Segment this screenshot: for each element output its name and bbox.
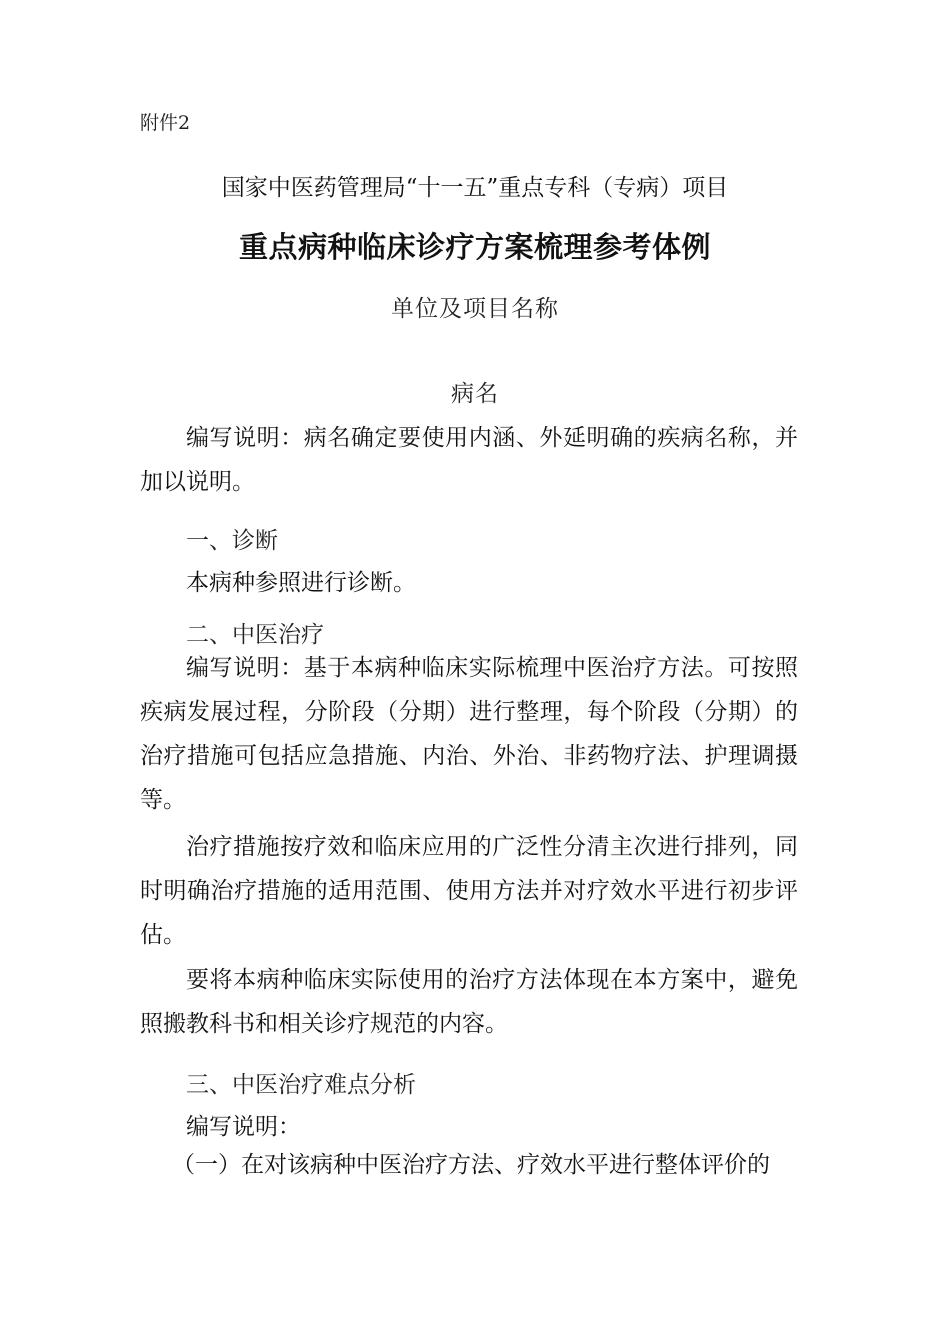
section-1-heading: 一、诊断 xyxy=(186,528,278,554)
disease-note-paragraph: 编写说明：病名确定要使用内涵、外延明确的疾病名称，并加以说明。 xyxy=(140,425,798,495)
disease-name: 病名 xyxy=(451,381,499,407)
section-3-heading: 三、中医治疗难点分析 xyxy=(186,1072,416,1098)
main-title: 重点病种临床诊疗方案梳理参考体例 xyxy=(238,230,711,264)
section-2-paragraph-1: 编写说明：基于本病种临床实际梳理中医治疗方法。可按照疾病发展过程，分阶段（分期）进行整理，每个阶段（分期）的治疗措施可包括应急措施、内治、外治、非药物疗法、护理调摄等。 xyxy=(140,655,798,813)
unit-and-project-name: 单位及项目名称 xyxy=(391,296,559,322)
section-3-note-label: 编写说明： xyxy=(186,1114,301,1140)
section-2-paragraph-3: 要将本病种临床实际使用的治疗方法体现在本方案中，避免照搬教科书和相关诊疗规范的内容。 xyxy=(140,967,798,1037)
attachment-label: 附件2 xyxy=(140,112,191,134)
section-1-text: 本病种参照进行诊断。 xyxy=(186,570,416,596)
section-2-heading: 二、中医治疗 xyxy=(186,622,324,648)
header-line: 国家中医药管理局“十一五”重点专科（专病）项目 xyxy=(221,175,729,201)
section-3-item-1: （一）在对该病种中医治疗方法、疗效水平进行整体评价的 xyxy=(172,1152,770,1178)
section-2-paragraph-2: 治疗措施按疗效和临床应用的广泛性分清主次进行排列，同时明确治疗措施的适用范围、使用方法并对疗效水平进行初步评估。 xyxy=(140,834,798,948)
